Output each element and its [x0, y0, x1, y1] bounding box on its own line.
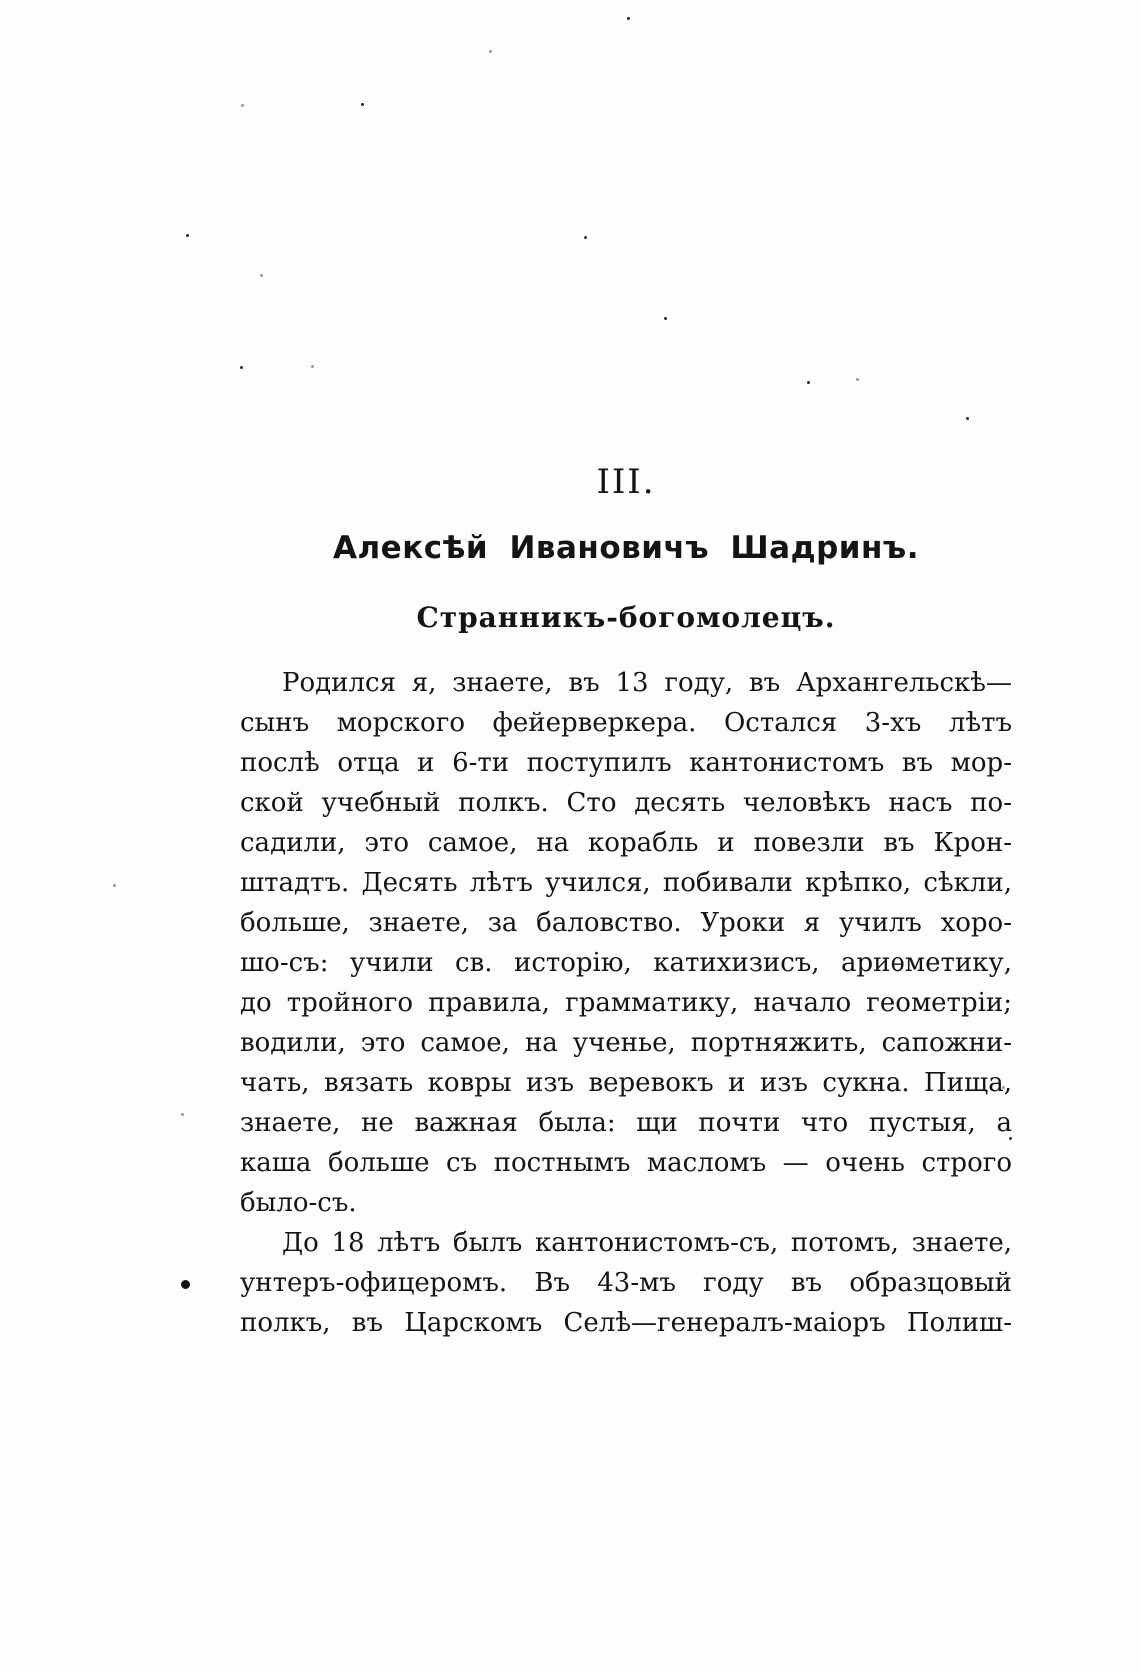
text-line: водили, это самое, на ученье, портняжить, сапожни- — [240, 1028, 1012, 1058]
text-line: ской учебный полкъ. Сто десять человѣкъ насъ по- — [240, 788, 1012, 818]
scan-speck — [181, 1113, 184, 1116]
scan-speck — [856, 378, 859, 381]
scan-speck — [260, 274, 263, 277]
text-line: было-съ. — [240, 1188, 357, 1218]
text-line: послѣ отца и 6-ти поступилъ кантонистомъ въ мор- — [240, 748, 1012, 778]
text-line: штадтъ. Десять лѣтъ учился, побивали крѣпко, сѣкли, — [240, 868, 1012, 898]
text-line: садили, это самое, на корабль и повезли въ Крон- — [240, 828, 1012, 858]
text-line: чать, вязать ковры изъ веревокъ и изъ сукна. Пища, — [240, 1068, 1012, 1098]
text-line: унтеръ-офицеромъ. Въ 43-мъ году въ образцовый — [240, 1268, 1012, 1298]
text-line: каша больше съ постнымъ масломъ — очень строго — [240, 1148, 1012, 1178]
text-line: До 18 лѣтъ былъ кантонистомъ-съ, потомъ, знаете, — [282, 1228, 1012, 1258]
text-line: Родился я, знаете, въ 13 году, въ Архангельскѣ— — [282, 668, 1012, 698]
scan-speck — [186, 234, 189, 237]
scan-speck — [966, 417, 969, 420]
text-line: до тройного правила, грамматику, начало геометріи; — [240, 988, 1012, 1018]
scan-speck — [627, 17, 630, 20]
text-line: шо-съ: учили св. исторію, катихизисъ, ариѳметику, — [240, 948, 1012, 978]
chapter-number: III. — [596, 462, 656, 502]
body-text — [240, 663, 1012, 1343]
scan-speck — [807, 381, 810, 384]
scan-speck — [489, 50, 492, 53]
scan-speck — [240, 366, 243, 369]
scan-speck — [241, 104, 244, 107]
text-line: сынъ морского фейерверкера. Остался 3-хъ лѣтъ — [240, 708, 1012, 738]
text-line: больше, знаете, за баловство. Уроки я училъ хоро- — [240, 908, 1012, 938]
scan-speck — [584, 236, 587, 239]
text-line: полкъ, въ Царскомъ Селѣ—генералъ-маіоръ Полиш- — [240, 1308, 1012, 1338]
scan-speck — [311, 365, 314, 368]
scan-speck — [181, 1280, 190, 1289]
text-line: знаете, не важная была: щи почти что пустыя, а — [240, 1108, 1012, 1138]
scan-speck — [664, 317, 667, 320]
chapter-subtitle: Странникъ-богомолецъ. — [416, 601, 836, 634]
scan-speck — [113, 884, 116, 887]
chapter-title: Алексѣй Ивановичъ Шадринъ. — [332, 530, 920, 566]
scan-speck — [361, 103, 364, 106]
